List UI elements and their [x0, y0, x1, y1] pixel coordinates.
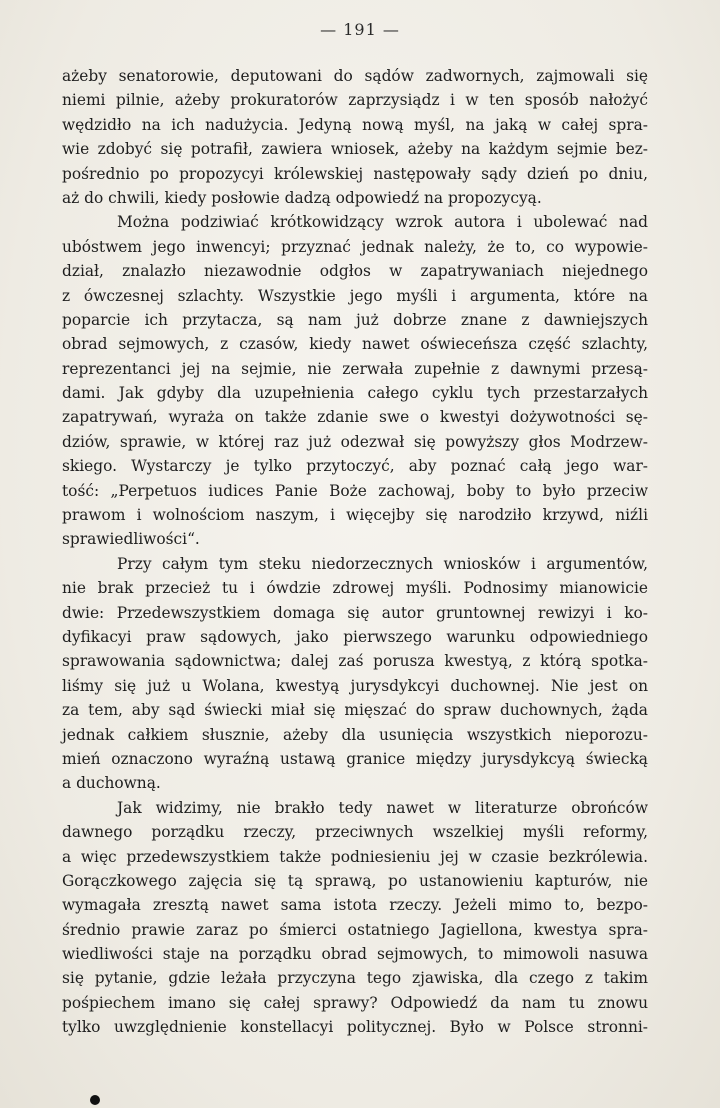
text-line: niemi pilnie, ażeby prokuratorów zaprzysiądz i w ten sposób nałożyć — [62, 91, 648, 110]
text-line: zapatrywań, wyraża on także zdanie swe o kwestyi dożywotności sę- — [62, 408, 648, 427]
text-line: z ówczesnej szlachty. Wszystkie jego myśli i argumenta, które na — [62, 286, 648, 305]
text-line: wymagała zresztą nawet sama istota rzeczy. Jeżeli mimo to, bezpo- — [62, 896, 648, 915]
text-line: dwie: Przedewszystkiem domaga się autor gruntownej rewizyi i ko- — [62, 603, 648, 622]
text-line: za tem, aby sąd świecki miał się mięszać do spraw duchownych, żąda — [62, 701, 648, 720]
text-line: a duchowną. — [62, 774, 161, 793]
text-line: jednak całkiem słusznie, ażeby dla usunięcia wszystkich nieporozu- — [62, 725, 648, 744]
text-line: mień oznaczono wyraźną ustawą granice między jurysdykcyą świecką — [62, 749, 648, 768]
text-line: dziów, sprawie, w której raz już odezwał się powyższy głos Modrzew- — [62, 432, 648, 451]
text-line: liśmy się już u Wolana, kwestyą jurysdykcyi duchownej. Nie jest on — [62, 676, 648, 695]
text-line: dyfikacyi praw sądowych, jako pierwszego warunku odpowiedniego — [62, 627, 648, 646]
text-line: Gorączkowego zajęcia się tą sprawą, po ustanowieniu kapturów, nie — [62, 871, 648, 890]
text-line: pośpiechem imano się całej sprawy? Odpowiedź da nam tu znowu — [62, 993, 648, 1012]
page-number: — 191 — — [320, 20, 400, 39]
text-line: dami. Jak gdyby dla uzupełnienia całego cyklu tych przestarzałych — [62, 384, 648, 403]
text-line: dawnego porządku rzeczy, przeciwnych wszelkiej myśli reformy, — [62, 823, 648, 842]
text-line: poparcie ich przytacza, są nam już dobrze znane z dawniejszych — [62, 310, 648, 329]
text-line: a więc przedewszystkiem także podniesieniu jej w czasie bezkrólewia. — [62, 847, 648, 866]
text-line: obrad sejmowych, z czasów, kiedy nawet oświeceńsza część szlachty, — [62, 335, 648, 354]
text-line: nie brak przecież tu i ówdzie zdrowej myśli. Podnosimy mianowicie — [62, 579, 648, 598]
text-line: tylko uwzględnienie konstellacyi politycznej. Było w Polsce stronni- — [62, 1018, 648, 1037]
text-line: ażeby senatorowie, deputowani do sądów zadwornych, zajmowali się — [62, 67, 648, 85]
text-line: wiedliwości staje na porządku obrad sejmowych, to mimowoli nasuwa — [62, 945, 648, 964]
paragraph-start: Można podziwiać krótkowidzący wzrok autora i ubolewać nad — [117, 213, 648, 232]
ink-spot — [90, 1095, 100, 1105]
text-line: aż do chwili, kiedy posłowie dadzą odpowiedź na propozycyą. — [62, 188, 542, 207]
text-line: pośrednio po propozycyi królewskiej następowały sądy dzień po dniu, — [62, 164, 648, 183]
text-line: średnio prawie zaraz po śmierci ostatniego Jagiellona, kwestya spra- — [62, 920, 648, 939]
text-line: wie zdobyć się potrafił, zawiera wniosek, ażeby na każdym sejmie bez- — [62, 140, 648, 159]
text-line: sprawiedliwości“. — [62, 530, 200, 549]
body-text — [62, 64, 648, 1040]
text-line: dział, znalazło niezawodnie odgłos w zapatrywaniach niejednego — [62, 262, 648, 281]
text-line: sprawowania sądownictwa; dalej zaś porusza kwestyą, z którą spotka- — [62, 652, 648, 671]
text-line: skiego. Wystarczy je tylko przytoczyć, aby poznać całą jego war- — [62, 457, 648, 476]
text-line: ubóstwem jego inwencyi; przyznać jednak należy, że to, co wypowie- — [62, 237, 648, 256]
paragraph-start: Jak widzimy, nie brakło tedy nawet w literaturze obrońców — [117, 798, 648, 817]
text-line: tość: „Perpetuos iudices Panie Boże zachowaj, boby to było przeciw — [62, 481, 648, 500]
text-line: wędzidło na ich nadużycia. Jedyną nową myśl, na jaką w całej spra- — [62, 115, 648, 134]
text-line: prawom i wolnościom naszym, i więcejby się narodziło krzywd, niźli — [62, 506, 648, 525]
paragraph-start: Przy całym tym steku niedorzecznych wniosków i argumentów, — [117, 554, 648, 573]
text-line: reprezentanci jej na sejmie, nie zerwała zupełnie z dawnymi przesą- — [62, 359, 648, 378]
text-line: się pytanie, gdzie leżała przyczyna tego zjawiska, dla czego z takim — [62, 969, 648, 988]
